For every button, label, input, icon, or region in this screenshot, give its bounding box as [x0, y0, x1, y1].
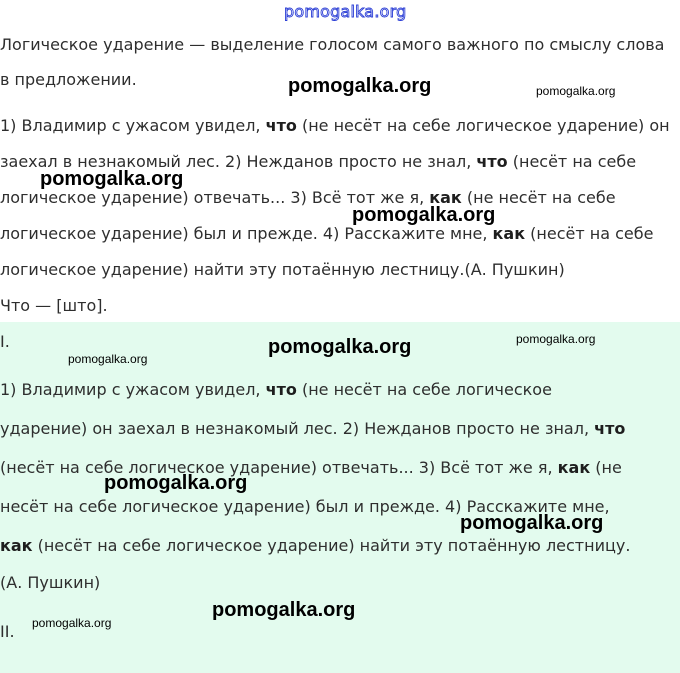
section-1-line-1: 1) Владимир с ужасом увидел, что (не несёт на себе логическое — [0, 380, 552, 399]
section-2-heading: II. — [0, 622, 15, 641]
definition-line-2: в предложении. — [0, 70, 137, 89]
watermark: pomogalka.org — [536, 84, 616, 98]
watermark: pomogalka.org — [352, 204, 496, 226]
section-1-heading: I. — [0, 332, 10, 351]
example-line-4: логическое ударение) был и прежде. 4) Расскажите мне, как (несёт на себе — [0, 224, 654, 243]
example-line-6: Что — [што]. — [0, 296, 108, 315]
emphasis-word: что — [476, 152, 508, 171]
watermark: pomogalka.org — [268, 336, 412, 358]
example-line-5: логическое ударение) найти эту потаённую лестницу.(А. Пушкин) — [0, 260, 565, 279]
emphasis-word: как — [557, 458, 591, 477]
emphasis-word: что — [594, 419, 626, 438]
emphasis-word: как — [0, 536, 33, 555]
example-line-1: 1) Владимир с ужасом увидел, что (не несёт на себе логическое ударение) он — [0, 116, 670, 135]
site-header-logo[interactable]: pomogalka.org — [284, 2, 407, 21]
watermark: pomogalka.org — [460, 512, 604, 534]
emphasis-word: как — [429, 188, 462, 207]
watermark: pomogalka.org — [288, 75, 432, 97]
section-1-line-4: несёт на себе логическое ударение) был и прежде. 4) Расскажите мне, — [0, 497, 610, 516]
emphasis-word: как — [492, 224, 526, 243]
watermark: pomogalka.org — [68, 352, 148, 366]
section-1-line-6: (А. Пушкин) — [0, 573, 101, 592]
watermark: pomogalka.org — [40, 168, 184, 190]
watermark: pomogalka.org — [104, 472, 248, 494]
section-1-line-3: (несёт на себе логическое ударение) отвечать... 3) Всё тот же я, как (не — [0, 458, 622, 477]
definition-line-1: Логическое ударение — выделение голосом самого важного по смыслу слова — [0, 35, 665, 54]
emphasis-word: что — [265, 380, 297, 399]
example-line-3: логическое ударение) отвечать... 3) Всё тот же я, как (не несёт на себе — [0, 188, 616, 207]
section-1-line-5: как (несёт на себе логическое ударение) найти эту потаённую лестницу. — [0, 536, 631, 555]
emphasis-word: что — [265, 116, 297, 135]
watermark: pomogalka.org — [32, 616, 112, 630]
example-line-2: заехал в незнакомый лес. 2) Нежданов просто не знал, что (несёт на себе — [0, 152, 637, 171]
watermark: pomogalka.org — [516, 332, 596, 346]
watermark: pomogalka.org — [212, 599, 356, 621]
section-1-line-2: ударение) он заехал в незнакомый лес. 2) Нежданов просто не знал, что — [0, 419, 626, 438]
